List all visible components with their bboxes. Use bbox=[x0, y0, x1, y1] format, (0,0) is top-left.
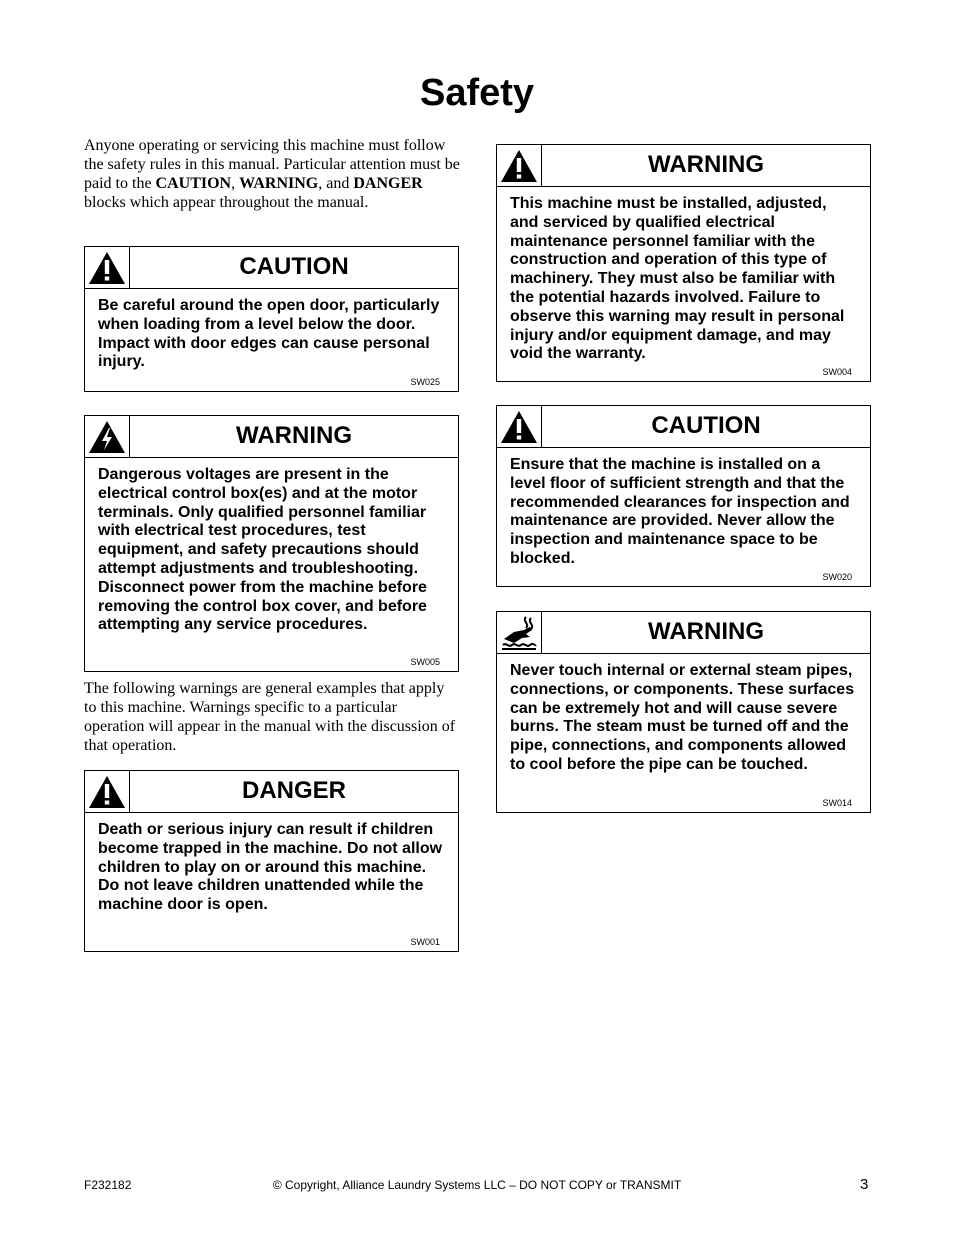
electrical-hazard-icon bbox=[85, 416, 130, 457]
box-header bbox=[85, 247, 458, 289]
warning-box-sw014 bbox=[496, 611, 871, 813]
page-title: Safety bbox=[419, 72, 535, 114]
box-body-text: This machine must be installed, adjusted, and serviced by qualified electrical maintenance personnel familiar with the construction and operation of this type of machinery. They must also be familiar with the potential hazards involved. Failure to observe this warning may result in personal injury and/or equipment damage, and may void the warranty. bbox=[510, 195, 845, 363]
hot-surface-icon bbox=[497, 612, 542, 653]
box-heading: WARNING bbox=[648, 151, 764, 178]
intro-caution-term: CAUTION bbox=[155, 175, 232, 192]
box-heading: DANGER bbox=[241, 777, 346, 804]
intro-separator: , and bbox=[318, 175, 354, 192]
box-heading: CAUTION bbox=[239, 253, 349, 280]
danger-box-sw001 bbox=[84, 770, 459, 952]
page-number: 3 bbox=[860, 1176, 869, 1193]
middle-paragraph: The following warnings are general examples that apply to this machine. Warnings specific to a particular operation will appear in the manual with the discussion of that operation. bbox=[84, 680, 456, 754]
box-header bbox=[85, 771, 458, 813]
box-body-text: Dangerous voltages are present in the electrical control box(es) and at the motor terminals. Only qualified personnel familiar with electrical test procedures, test equipment, and safety precautions should attempt adjustments and troubleshooting. Disconnect power from the machine before removing the control box cover, and before attempting any service procedures. bbox=[98, 466, 427, 634]
box-code: SW004 bbox=[822, 367, 852, 377]
box-body-text: Ensure that the machine is installed on a level floor of sufficient strength and that the recommended clearances for inspection and maintenance are provided. Never allow the inspection and maintenance space to be blocked. bbox=[510, 456, 850, 567]
box-body-text: Be careful around the open door, particularly when loading from a level below the door. Impact with door edges can cause personal injury. bbox=[98, 297, 440, 371]
footer-doc-id: F232182 bbox=[84, 1178, 132, 1192]
box-code: SW014 bbox=[822, 798, 852, 808]
box-body-text: Never touch internal or external steam pipes, connections, or components. These surfaces can be extremely hot and will cause severe burns. The steam must be turned off and the pipe, connections, and components allowed to cool before the pipe can be touched. bbox=[510, 662, 855, 773]
box-heading: WARNING bbox=[648, 618, 764, 645]
warning-box-sw005 bbox=[84, 415, 459, 672]
box-heading: CAUTION bbox=[651, 412, 761, 439]
intro-paragraph bbox=[84, 136, 460, 212]
intro-text: blocks which appear throughout the manual. bbox=[84, 194, 369, 211]
box-header bbox=[497, 406, 870, 448]
box-code: SW001 bbox=[410, 937, 440, 947]
box-header bbox=[85, 416, 458, 458]
box-header bbox=[497, 612, 870, 654]
caution-box-sw020 bbox=[496, 405, 871, 587]
box-heading: WARNING bbox=[236, 422, 352, 449]
intro-danger-term: DANGER bbox=[353, 175, 423, 192]
box-code: SW020 bbox=[822, 572, 852, 582]
box-body-text: Death or serious injury can result if children become trapped in the machine. Do not allow children to play on or around this machine. Do not leave children unattended while the machine door is open. bbox=[98, 821, 443, 914]
warning-triangle-icon bbox=[85, 247, 130, 288]
intro-text: Anyone operating or servicing this machine must follow the safety rules in this manual. Particular attention must be paid to the bbox=[84, 137, 460, 192]
box-header bbox=[497, 145, 870, 187]
warning-triangle-icon bbox=[497, 145, 542, 186]
warning-triangle-icon bbox=[497, 406, 542, 447]
footer-copyright: © Copyright, Alliance Laundry Systems LLC – DO NOT COPY or TRANSMIT bbox=[272, 1178, 682, 1192]
caution-box-sw025 bbox=[84, 246, 459, 392]
warning-box-sw004 bbox=[496, 144, 871, 382]
intro-warning-term: WARNING bbox=[239, 175, 319, 192]
box-code: SW025 bbox=[410, 377, 440, 387]
box-code: SW005 bbox=[410, 657, 440, 667]
warning-triangle-icon bbox=[85, 771, 130, 812]
intro-separator: , bbox=[231, 175, 240, 192]
